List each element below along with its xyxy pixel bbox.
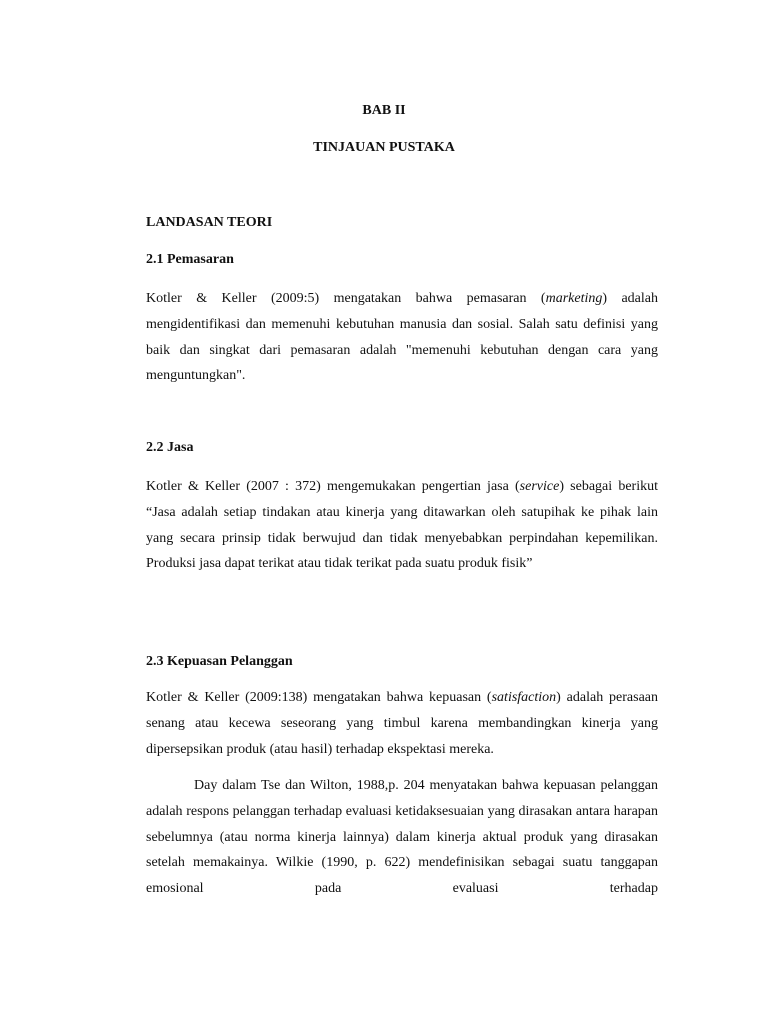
subsection-heading-jasa: 2.2 Jasa (146, 440, 194, 455)
chapter-title: TINJAUAN PUSTAKA (313, 140, 455, 155)
paragraph-text: ) adalah perasaan senang atau kecewa seseorang yang timbul karena membandingkan kinerja yang dipersepsikan produk (atau hasil) terhadap ekspektasi mereka. (146, 690, 658, 757)
paragraph-kepuasan (146, 685, 658, 762)
subsection-heading-kepuasan-pelanggan: 2.3 Kepuasan Pelanggan (146, 654, 293, 669)
chapter-number: BAB II (362, 103, 406, 118)
paragraph-pemasaran (146, 286, 658, 389)
italic-term: marketing (545, 291, 603, 306)
paragraph-kepuasan-day: Day dalam Tse dan Wilton, 1988,p. 204 menyatakan bahwa kepuasan pelanggan adalah respons pelanggan terhadap evaluasi ketidaksesuaian yang dirasakan antara harapan sebelumnya (atau norma kinerja lainnya) dalam kinerja aktual produk yang dirasakan setelah memakainya. Wilkie (1990, p. 622) mendefinisikan sebagai suatu tanggapan emosional pada evaluasi terhadap (146, 778, 658, 897)
section-title: LANDASAN TEORI (146, 215, 273, 230)
paragraph-text: ) sebagai berikut “Jasa adalah setiap tindakan atau kinerja yang ditawarkan oleh satupihak ke pihak lain yang secara prinsip tidak berwujud dan tidak menyebabkan perpindahan kepemilikan. Produksi jasa dapat terikat atau tidak terikat pada suatu produk fisik” (146, 479, 658, 572)
paragraph-jasa (146, 474, 658, 577)
italic-term: satisfaction (491, 690, 557, 705)
paragraph-text: Kotler & Keller (2009:138) mengatakan bahwa kepuasan ( (146, 690, 492, 705)
italic-term: service (519, 479, 560, 494)
paragraph-text: Kotler & Keller (2009:5) mengatakan bahwa pemasaran ( (146, 291, 546, 306)
subsection-heading-pemasaran: 2.1 Pemasaran (146, 252, 234, 267)
paragraph-text: Kotler & Keller (2007 : 372) mengemukakan pengertian jasa ( (146, 479, 520, 494)
paragraph-text: ) adalah mengidentifikasi dan memenuhi kebutuhan manusia dan sosial. Salah satu definisi yang baik dan singkat dari pemasaran adalah "memenuhi kebutuhan dengan cara yang menguntungkan". (146, 291, 658, 384)
